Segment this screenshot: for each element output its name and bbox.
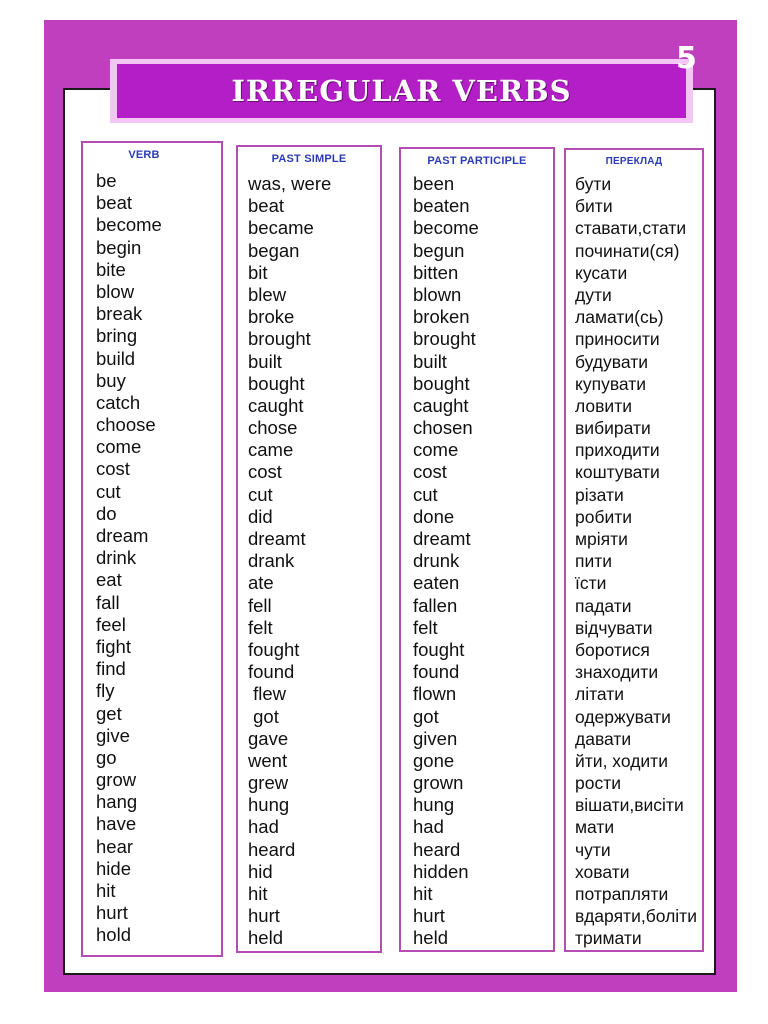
word-entry: мріяти [575,529,628,549]
word-entry: flew [248,683,287,705]
word-entry: began [248,239,300,261]
word-entry: held [248,927,283,949]
column-header: ПЕРЕКЛАД [605,156,663,167]
word-entry: blown [413,283,462,305]
page-title: IRREGULAR VERBS [231,74,572,108]
word-entry: відчувати [575,617,653,638]
word-entry: broken [413,306,470,328]
word-entry: gone [413,749,455,771]
column-header: PAST PARTICIPLE [427,155,527,167]
word-entry: bought [248,372,305,394]
word-entry: heard [248,838,296,860]
word-entry: вішати,висіти [575,795,684,816]
word-entry: was, were [248,173,332,194]
word-entry: йти, ходити [575,750,668,771]
word-entry: fly [96,680,115,702]
word-entry: get [96,702,122,724]
word-entry: чути [575,839,611,860]
word-entry: fight [96,635,131,657]
word-entry: починати(ся) [575,240,680,261]
word-entry: broke [248,306,295,328]
word-entry: hurt [96,902,128,924]
word-entry: come [413,439,459,461]
word-entry: будувати [575,351,649,372]
column-verb [81,141,223,957]
word-entry: buy [96,369,126,391]
word-entry: одержувати [575,706,671,727]
word-entry: felt [248,616,273,638]
word-entry: fell [248,594,272,616]
word-list [96,170,162,947]
word-entry: приносити [575,329,660,350]
word-entry: fought [413,638,465,660]
word-entry: пити [575,551,613,572]
word-entry: came [248,439,294,461]
word-entry: catch [96,391,141,413]
word-entry: had [413,816,444,838]
word-entry: боротися [575,639,650,660]
word-entry: bought [413,372,470,394]
word-entry: hold [96,924,131,946]
word-entry: begin [96,236,142,258]
word-entry: drink [96,547,137,569]
word-entry: brought [248,328,311,350]
word-entry: бути [575,174,612,194]
word-entry: hit [413,883,433,904]
word-entry: мати [575,817,615,838]
word-entry: beat [248,195,285,217]
word-entry: chose [248,417,298,439]
word-entry: blew [248,283,287,305]
word-entry: blow [96,280,135,302]
word-entry: коштувати [575,462,660,483]
word-entry: ставати,стати [575,218,687,239]
word-entry: ховати [575,861,630,882]
word-entry: come [96,436,142,458]
word-entry: bitten [413,261,459,283]
word-entry: hang [96,791,138,813]
word-entry: cut [248,483,273,505]
word-entry: рости [575,773,622,794]
word-entry: cost [96,458,130,480]
word-entry: do [96,502,117,524]
word-entry: given [413,727,458,749]
word-entry: ловити [575,395,633,416]
word-entry: had [248,816,279,838]
column-past-simple [236,145,382,953]
word-entry: ламати(сь) [575,307,664,328]
word-entry: found [248,661,295,683]
word-entry: потрапляти [575,884,669,904]
word-entry: been [413,173,455,194]
word-entry: bite [96,258,126,280]
word-entry: grown [413,772,464,794]
title-banner [110,59,693,123]
word-entry: cut [413,483,438,505]
word-entry: went [248,749,288,771]
word-entry: be [96,170,117,191]
word-entry: падати [575,595,632,616]
column-translation [564,148,704,952]
word-entry: chosen [413,417,473,439]
word-entry: bring [96,325,138,347]
title-banner-inner [117,64,686,118]
word-entry: cost [248,461,282,483]
word-entry: brought [413,328,476,350]
word-entry: grew [248,772,289,794]
word-entry: beaten [413,195,470,217]
word-entry: вдаряти,боліти [575,906,697,927]
word-entry: heard [413,838,461,860]
word-entry: caught [248,394,304,416]
column-header: VERB [128,149,160,161]
word-entry: hide [96,857,131,879]
word-list [248,173,331,950]
word-entry: build [96,347,136,369]
word-entry: dreamt [413,528,471,549]
word-entry: бити [575,196,613,217]
word-entry: caught [413,394,469,416]
column-past-participle [399,147,555,952]
word-list [575,173,697,950]
word-entry: found [413,661,460,683]
word-entry: flown [413,683,457,705]
word-entry: feel [96,613,126,635]
word-entry: кусати [575,262,628,283]
word-entry: hidden [413,860,469,882]
word-entry: hurt [248,905,280,927]
word-entry: got [413,705,439,727]
word-entry: become [413,217,479,239]
column-header: PAST SIMPLE [271,153,347,165]
word-entry: held [413,927,448,949]
word-entry: літати [575,684,625,705]
word-entry: bit [248,261,268,283]
word-entry: різати [575,484,624,505]
word-entry: did [248,505,273,527]
word-entry: dream [96,525,149,546]
word-entry: купувати [575,373,647,394]
word-entry: знаходити [575,662,659,683]
word-entry: hurt [413,905,445,927]
word-entry: find [96,658,126,680]
word-entry: hear [96,835,134,857]
word-entry: break [96,303,143,325]
word-entry: eat [96,569,122,591]
word-entry: have [96,813,137,835]
word-entry: eaten [413,572,460,594]
word-entry: built [413,350,447,372]
word-entry: їсти [575,573,607,594]
word-entry: fought [248,638,300,660]
word-entry: давати [575,728,632,749]
word-entry: dreamt [248,528,306,549]
word-entry: hung [248,794,290,816]
word-entry: вибирати [575,418,651,439]
word-entry: cost [413,461,447,483]
word-entry: become [96,214,162,236]
word-entry: hid [248,860,273,882]
word-entry: beat [96,192,133,214]
word-entry: приходити [575,440,660,461]
word-entry: drunk [413,550,460,572]
word-entry: built [248,350,282,372]
word-entry: fall [96,591,120,613]
word-entry: got [248,705,279,727]
word-entry: fallen [413,594,458,616]
word-entry: choose [96,414,156,436]
word-entry: became [248,217,314,239]
word-entry: тримати [575,928,642,949]
word-list [413,173,479,950]
word-entry: give [96,724,130,746]
word-entry: gave [248,727,289,749]
word-entry: hung [413,794,455,816]
word-entry: hit [96,880,116,901]
word-entry: drank [248,550,295,572]
word-entry: felt [413,616,438,638]
word-entry: begun [413,239,465,261]
page-number: 5 [676,41,697,76]
word-entry: дути [575,284,612,305]
word-entry: робити [575,506,633,527]
word-entry: go [96,746,117,768]
word-entry: ate [248,572,274,594]
word-entry: hit [248,883,268,904]
word-entry: cut [96,480,121,502]
word-entry: done [413,505,455,527]
word-entry: grow [96,769,137,791]
